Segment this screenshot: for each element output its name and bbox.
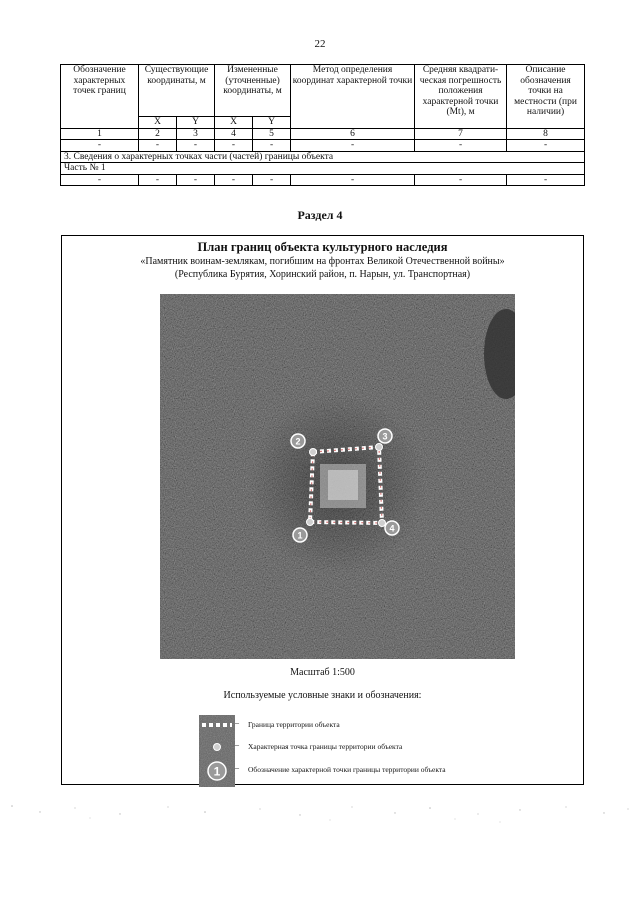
legend-label-text: Обозначение характерной точки границы территории объекта <box>248 765 446 774</box>
header-changed-coords: Измененные (уточненные) координаты, м <box>215 65 291 117</box>
table-row <box>61 174 585 186</box>
legend-boundary-text: Граница территории объекта <box>248 720 340 729</box>
table-cell: - <box>415 140 507 152</box>
table-row <box>61 151 585 163</box>
table-cell: - <box>139 140 177 152</box>
table-cell: - <box>61 140 139 152</box>
column-number: 5 <box>253 128 291 140</box>
point-label: 2 <box>295 436 301 447</box>
legend-title: Используемые условные знаки и обозначения: <box>223 690 422 701</box>
table-cell: - <box>253 174 291 186</box>
coordinates-table <box>60 64 585 186</box>
table-cell: - <box>61 174 139 186</box>
point-label: 1 <box>297 530 303 541</box>
svg-text:1: 1 <box>213 764 221 779</box>
table-cell: - <box>253 140 291 152</box>
header-x: X <box>215 117 253 129</box>
table-cell: - <box>215 140 253 152</box>
legend-dash: – <box>235 718 239 727</box>
header-description: Описание обозначения точки на местности (при наличии) <box>507 65 585 129</box>
table-row <box>61 140 585 152</box>
section-3-heading: 3. Сведения о характерных точках части (частей) границы объекта <box>61 151 585 163</box>
satellite-map <box>160 294 515 659</box>
table-cell: - <box>291 140 415 152</box>
header-y: Y <box>177 117 215 129</box>
part-label: Часть № 1 <box>61 163 585 175</box>
header-y: Y <box>253 117 291 129</box>
plan-subtitle: «Памятник воинам-землякам, погибшим на фронтах Великой Отечественной войны» <box>140 256 505 267</box>
table-cell: - <box>177 174 215 186</box>
header-point-designation: Обозначение характерных точек границ <box>61 65 139 129</box>
column-number: 2 <box>139 128 177 140</box>
table-cell: - <box>177 140 215 152</box>
column-number: 3 <box>177 128 215 140</box>
legend-dash: – <box>235 763 239 772</box>
table-cell: - <box>415 174 507 186</box>
header-mean-error: Средняя квадрати-ческая погрешность положения характерной точки (Mt), м <box>415 65 507 129</box>
legend-symbols <box>199 715 235 787</box>
page-number: 22 <box>314 38 326 50</box>
legend-point-text: Характерная точка границы территории объекта <box>248 742 403 751</box>
plan-title: План границ объекта культурного наследия <box>197 240 448 254</box>
table-cell: - <box>139 174 177 186</box>
point-label: 4 <box>389 523 395 534</box>
legend-dash: – <box>235 740 239 749</box>
table-cell: - <box>507 140 585 152</box>
table-cell: - <box>291 174 415 186</box>
column-number: 6 <box>291 128 415 140</box>
point-label: 3 <box>382 431 388 442</box>
section-title: Раздел 4 <box>297 208 343 222</box>
plan-location: (Республика Бурятия, Хоринский район, п. Нарын, ул. Транспортная) <box>174 269 471 280</box>
table-cell: - <box>215 174 253 186</box>
table-row <box>61 163 585 175</box>
scan-artifacts <box>0 798 640 828</box>
column-number: 1 <box>61 128 139 140</box>
column-number: 7 <box>415 128 507 140</box>
column-number: 8 <box>507 128 585 140</box>
header-x: X <box>139 117 177 129</box>
header-existing-coords: Существующие координаты, м <box>139 65 215 117</box>
map-scale: Масштаб 1:500 <box>290 667 355 678</box>
column-number: 4 <box>215 128 253 140</box>
table-cell: - <box>507 174 585 186</box>
legend-point-symbol <box>214 744 221 751</box>
header-method: Метод определения координат характерной точки <box>291 65 415 129</box>
table-row <box>61 128 585 140</box>
